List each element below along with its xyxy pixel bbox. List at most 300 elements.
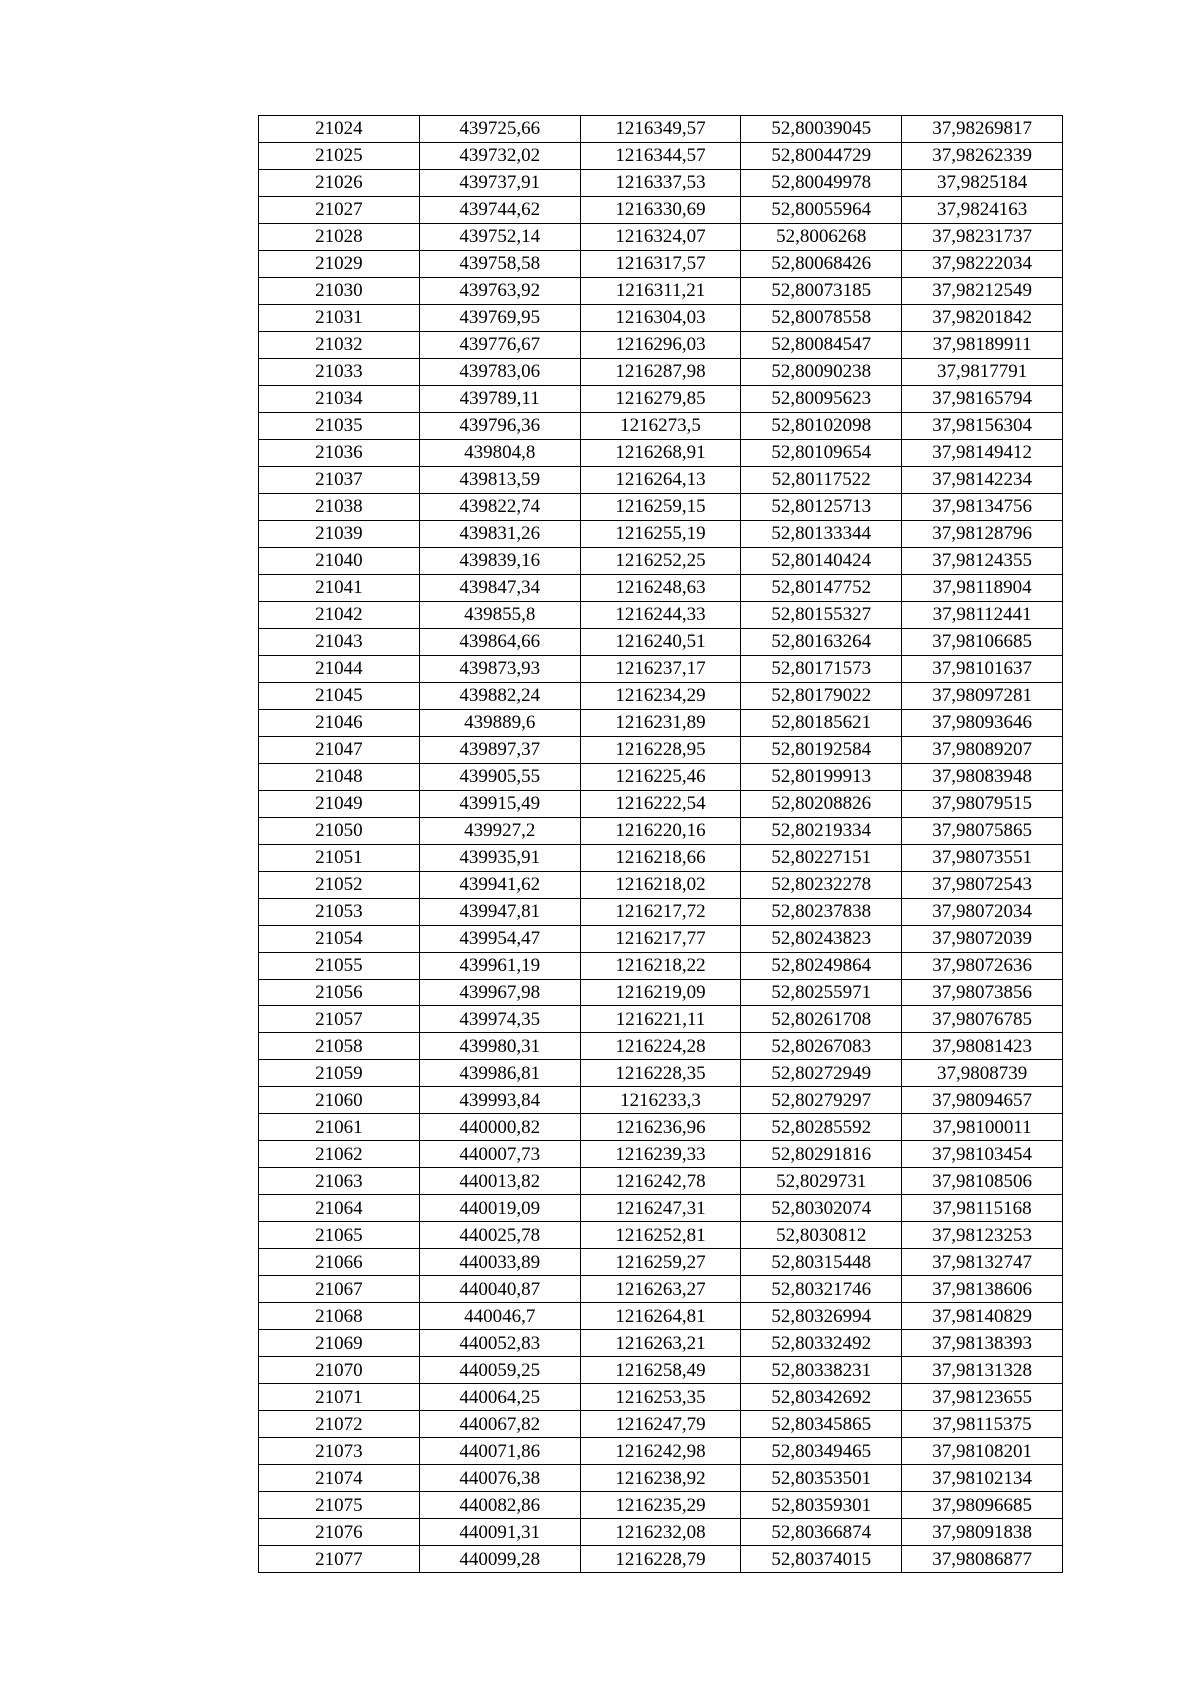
latitude-cell: 52,80279297 <box>741 1087 902 1114</box>
point-number-cell: 21033 <box>259 358 420 385</box>
longitude-cell: 37,98073551 <box>902 844 1063 871</box>
longitude-cell: 37,98118904 <box>902 574 1063 601</box>
y-coordinate-cell: 1216247,31 <box>580 1195 741 1222</box>
latitude-cell: 52,80359301 <box>741 1492 902 1519</box>
latitude-cell: 52,80332492 <box>741 1330 902 1357</box>
table-row <box>259 817 1063 844</box>
table-row <box>259 1060 1063 1087</box>
table-row <box>259 1519 1063 1546</box>
y-coordinate-cell: 1216225,46 <box>580 763 741 790</box>
table-row <box>259 331 1063 358</box>
longitude-cell: 37,98108201 <box>902 1438 1063 1465</box>
x-coordinate-cell: 440076,38 <box>419 1465 580 1492</box>
table-row <box>259 979 1063 1006</box>
point-number-cell: 21026 <box>259 169 420 196</box>
longitude-cell: 37,98156304 <box>902 412 1063 439</box>
latitude-cell: 52,80133344 <box>741 520 902 547</box>
x-coordinate-cell: 439758,58 <box>419 250 580 277</box>
table-row <box>259 1438 1063 1465</box>
table-row <box>259 1195 1063 1222</box>
point-number-cell: 21059 <box>259 1060 420 1087</box>
table-row <box>259 682 1063 709</box>
table-row <box>259 1384 1063 1411</box>
table-row <box>259 1006 1063 1033</box>
y-coordinate-cell: 1216242,78 <box>580 1168 741 1195</box>
latitude-cell: 52,80232278 <box>741 871 902 898</box>
latitude-cell: 52,80267083 <box>741 1033 902 1060</box>
x-coordinate-cell: 439889,6 <box>419 709 580 736</box>
x-coordinate-cell: 439796,36 <box>419 412 580 439</box>
latitude-cell: 52,80272949 <box>741 1060 902 1087</box>
y-coordinate-cell: 1216232,08 <box>580 1519 741 1546</box>
y-coordinate-cell: 1216219,09 <box>580 979 741 1006</box>
latitude-cell: 52,8030812 <box>741 1222 902 1249</box>
latitude-cell: 52,80140424 <box>741 547 902 574</box>
longitude-cell: 37,98086877 <box>902 1546 1063 1573</box>
x-coordinate-cell: 440000,82 <box>419 1114 580 1141</box>
table-row <box>259 655 1063 682</box>
x-coordinate-cell: 440052,83 <box>419 1330 580 1357</box>
table-row <box>259 250 1063 277</box>
point-number-cell: 21032 <box>259 331 420 358</box>
table-row <box>259 385 1063 412</box>
latitude-cell: 52,80055964 <box>741 196 902 223</box>
y-coordinate-cell: 1216236,96 <box>580 1114 741 1141</box>
x-coordinate-cell: 439839,16 <box>419 547 580 574</box>
point-number-cell: 21028 <box>259 223 420 250</box>
y-coordinate-cell: 1216317,57 <box>580 250 741 277</box>
point-number-cell: 21077 <box>259 1546 420 1573</box>
y-coordinate-cell: 1216231,89 <box>580 709 741 736</box>
longitude-cell: 37,98231737 <box>902 223 1063 250</box>
longitude-cell: 37,98124355 <box>902 547 1063 574</box>
x-coordinate-cell: 439873,93 <box>419 655 580 682</box>
latitude-cell: 52,80237838 <box>741 898 902 925</box>
x-coordinate-cell: 439776,67 <box>419 331 580 358</box>
y-coordinate-cell: 1216218,66 <box>580 844 741 871</box>
point-number-cell: 21036 <box>259 439 420 466</box>
longitude-cell: 37,98091838 <box>902 1519 1063 1546</box>
x-coordinate-cell: 439974,35 <box>419 1006 580 1033</box>
x-coordinate-cell: 439967,98 <box>419 979 580 1006</box>
y-coordinate-cell: 1216311,21 <box>580 277 741 304</box>
latitude-cell: 52,80219334 <box>741 817 902 844</box>
x-coordinate-cell: 439935,91 <box>419 844 580 871</box>
x-coordinate-cell: 440067,82 <box>419 1411 580 1438</box>
point-number-cell: 21043 <box>259 628 420 655</box>
latitude-cell: 52,80073185 <box>741 277 902 304</box>
y-coordinate-cell: 1216268,91 <box>580 439 741 466</box>
point-number-cell: 21051 <box>259 844 420 871</box>
table-row <box>259 1465 1063 1492</box>
table-row <box>259 304 1063 331</box>
x-coordinate-cell: 440046,7 <box>419 1303 580 1330</box>
x-coordinate-cell: 439897,37 <box>419 736 580 763</box>
point-number-cell: 21047 <box>259 736 420 763</box>
x-coordinate-cell: 439927,2 <box>419 817 580 844</box>
longitude-cell: 37,98094657 <box>902 1087 1063 1114</box>
table-row <box>259 412 1063 439</box>
x-coordinate-cell: 440007,73 <box>419 1141 580 1168</box>
longitude-cell: 37,9808739 <box>902 1060 1063 1087</box>
table-row <box>259 277 1063 304</box>
longitude-cell: 37,98212549 <box>902 277 1063 304</box>
latitude-cell: 52,80068426 <box>741 250 902 277</box>
point-number-cell: 21071 <box>259 1384 420 1411</box>
point-number-cell: 21055 <box>259 952 420 979</box>
point-number-cell: 21038 <box>259 493 420 520</box>
latitude-cell: 52,80349465 <box>741 1438 902 1465</box>
x-coordinate-cell: 439847,34 <box>419 574 580 601</box>
y-coordinate-cell: 1216279,85 <box>580 385 741 412</box>
x-coordinate-cell: 439993,84 <box>419 1087 580 1114</box>
latitude-cell: 52,80285592 <box>741 1114 902 1141</box>
longitude-cell: 37,98201842 <box>902 304 1063 331</box>
longitude-cell: 37,98076785 <box>902 1006 1063 1033</box>
table-row <box>259 628 1063 655</box>
y-coordinate-cell: 1216240,51 <box>580 628 741 655</box>
latitude-cell: 52,80090238 <box>741 358 902 385</box>
y-coordinate-cell: 1216259,15 <box>580 493 741 520</box>
point-number-cell: 21027 <box>259 196 420 223</box>
table-row <box>259 1276 1063 1303</box>
point-number-cell: 21067 <box>259 1276 420 1303</box>
point-number-cell: 21066 <box>259 1249 420 1276</box>
table-row <box>259 116 1063 143</box>
longitude-cell: 37,98112441 <box>902 601 1063 628</box>
longitude-cell: 37,98089207 <box>902 736 1063 763</box>
point-number-cell: 21074 <box>259 1465 420 1492</box>
point-number-cell: 21064 <box>259 1195 420 1222</box>
table-row <box>259 736 1063 763</box>
longitude-cell: 37,98075865 <box>902 817 1063 844</box>
point-number-cell: 21070 <box>259 1357 420 1384</box>
longitude-cell: 37,98101637 <box>902 655 1063 682</box>
point-number-cell: 21048 <box>259 763 420 790</box>
latitude-cell: 52,80147752 <box>741 574 902 601</box>
x-coordinate-cell: 439905,55 <box>419 763 580 790</box>
y-coordinate-cell: 1216304,03 <box>580 304 741 331</box>
latitude-cell: 52,80353501 <box>741 1465 902 1492</box>
table-row <box>259 574 1063 601</box>
x-coordinate-cell: 439737,91 <box>419 169 580 196</box>
table-row <box>259 1087 1063 1114</box>
longitude-cell: 37,98081423 <box>902 1033 1063 1060</box>
y-coordinate-cell: 1216259,27 <box>580 1249 741 1276</box>
table-row <box>259 1357 1063 1384</box>
table-row <box>259 790 1063 817</box>
point-number-cell: 21031 <box>259 304 420 331</box>
x-coordinate-cell: 439864,66 <box>419 628 580 655</box>
latitude-cell: 52,80049978 <box>741 169 902 196</box>
x-coordinate-cell: 440025,78 <box>419 1222 580 1249</box>
latitude-cell: 52,80117522 <box>741 466 902 493</box>
y-coordinate-cell: 1216263,27 <box>580 1276 741 1303</box>
point-number-cell: 21060 <box>259 1087 420 1114</box>
x-coordinate-cell: 439822,74 <box>419 493 580 520</box>
longitude-cell: 37,98123655 <box>902 1384 1063 1411</box>
y-coordinate-cell: 1216247,79 <box>580 1411 741 1438</box>
point-number-cell: 21054 <box>259 925 420 952</box>
y-coordinate-cell: 1216253,35 <box>580 1384 741 1411</box>
latitude-cell: 52,80338231 <box>741 1357 902 1384</box>
longitude-cell: 37,98079515 <box>902 790 1063 817</box>
y-coordinate-cell: 1216217,72 <box>580 898 741 925</box>
latitude-cell: 52,80044729 <box>741 142 902 169</box>
table-row <box>259 844 1063 871</box>
point-number-cell: 21042 <box>259 601 420 628</box>
point-number-cell: 21072 <box>259 1411 420 1438</box>
longitude-cell: 37,98072039 <box>902 925 1063 952</box>
x-coordinate-cell: 439986,81 <box>419 1060 580 1087</box>
latitude-cell: 52,80326994 <box>741 1303 902 1330</box>
y-coordinate-cell: 1216242,98 <box>580 1438 741 1465</box>
longitude-cell: 37,98132747 <box>902 1249 1063 1276</box>
table-row <box>259 547 1063 574</box>
table-row <box>259 1492 1063 1519</box>
longitude-cell: 37,98189911 <box>902 331 1063 358</box>
latitude-cell: 52,80084547 <box>741 331 902 358</box>
y-coordinate-cell: 1216217,77 <box>580 925 741 952</box>
point-number-cell: 21061 <box>259 1114 420 1141</box>
latitude-cell: 52,80291816 <box>741 1141 902 1168</box>
x-coordinate-cell: 440099,28 <box>419 1546 580 1573</box>
table-row <box>259 439 1063 466</box>
point-number-cell: 21034 <box>259 385 420 412</box>
longitude-cell: 37,98072034 <box>902 898 1063 925</box>
latitude-cell: 52,80171573 <box>741 655 902 682</box>
x-coordinate-cell: 439783,06 <box>419 358 580 385</box>
table-row <box>259 1033 1063 1060</box>
y-coordinate-cell: 1216252,25 <box>580 547 741 574</box>
x-coordinate-cell: 440019,09 <box>419 1195 580 1222</box>
table-row <box>259 1168 1063 1195</box>
point-number-cell: 21058 <box>259 1033 420 1060</box>
y-coordinate-cell: 1216264,81 <box>580 1303 741 1330</box>
table-row <box>259 1114 1063 1141</box>
longitude-cell: 37,98103454 <box>902 1141 1063 1168</box>
latitude-cell: 52,80227151 <box>741 844 902 871</box>
table-row <box>259 898 1063 925</box>
x-coordinate-cell: 439769,95 <box>419 304 580 331</box>
point-number-cell: 21075 <box>259 1492 420 1519</box>
longitude-cell: 37,98096685 <box>902 1492 1063 1519</box>
table-row <box>259 925 1063 952</box>
longitude-cell: 37,98138606 <box>902 1276 1063 1303</box>
longitude-cell: 37,98072543 <box>902 871 1063 898</box>
point-number-cell: 21068 <box>259 1303 420 1330</box>
longitude-cell: 37,98097281 <box>902 682 1063 709</box>
latitude-cell: 52,80185621 <box>741 709 902 736</box>
point-number-cell: 21024 <box>259 116 420 143</box>
x-coordinate-cell: 439915,49 <box>419 790 580 817</box>
table-row <box>259 709 1063 736</box>
y-coordinate-cell: 1216233,3 <box>580 1087 741 1114</box>
x-coordinate-cell: 439744,62 <box>419 196 580 223</box>
point-number-cell: 21046 <box>259 709 420 736</box>
table-row <box>259 601 1063 628</box>
y-coordinate-cell: 1216220,16 <box>580 817 741 844</box>
latitude-cell: 52,80179022 <box>741 682 902 709</box>
point-number-cell: 21029 <box>259 250 420 277</box>
latitude-cell: 52,80374015 <box>741 1546 902 1573</box>
longitude-cell: 37,98222034 <box>902 250 1063 277</box>
longitude-cell: 37,98115375 <box>902 1411 1063 1438</box>
longitude-cell: 37,98262339 <box>902 142 1063 169</box>
x-coordinate-cell: 439763,92 <box>419 277 580 304</box>
y-coordinate-cell: 1216234,29 <box>580 682 741 709</box>
longitude-cell: 37,9817791 <box>902 358 1063 385</box>
longitude-cell: 37,98269817 <box>902 116 1063 143</box>
y-coordinate-cell: 1216221,11 <box>580 1006 741 1033</box>
table-row <box>259 763 1063 790</box>
point-number-cell: 21049 <box>259 790 420 817</box>
point-number-cell: 21057 <box>259 1006 420 1033</box>
latitude-cell: 52,8006268 <box>741 223 902 250</box>
x-coordinate-cell: 439855,8 <box>419 601 580 628</box>
table-row <box>259 1249 1063 1276</box>
point-number-cell: 21035 <box>259 412 420 439</box>
longitude-cell: 37,98102134 <box>902 1465 1063 1492</box>
longitude-cell: 37,98072636 <box>902 952 1063 979</box>
x-coordinate-cell: 439789,11 <box>419 385 580 412</box>
longitude-cell: 37,98083948 <box>902 763 1063 790</box>
x-coordinate-cell: 439980,31 <box>419 1033 580 1060</box>
x-coordinate-cell: 440082,86 <box>419 1492 580 1519</box>
y-coordinate-cell: 1216344,57 <box>580 142 741 169</box>
point-number-cell: 21053 <box>259 898 420 925</box>
point-number-cell: 21045 <box>259 682 420 709</box>
latitude-cell: 52,80125713 <box>741 493 902 520</box>
latitude-cell: 52,80208826 <box>741 790 902 817</box>
longitude-cell: 37,9825184 <box>902 169 1063 196</box>
longitude-cell: 37,98142234 <box>902 466 1063 493</box>
latitude-cell: 52,80302074 <box>741 1195 902 1222</box>
x-coordinate-cell: 440033,89 <box>419 1249 580 1276</box>
table-row <box>259 1222 1063 1249</box>
table-row <box>259 466 1063 493</box>
longitude-cell: 37,98165794 <box>902 385 1063 412</box>
y-coordinate-cell: 1216239,33 <box>580 1141 741 1168</box>
point-number-cell: 21063 <box>259 1168 420 1195</box>
y-coordinate-cell: 1216287,98 <box>580 358 741 385</box>
table-row <box>259 1303 1063 1330</box>
y-coordinate-cell: 1216218,22 <box>580 952 741 979</box>
latitude-cell: 52,80261708 <box>741 1006 902 1033</box>
y-coordinate-cell: 1216263,21 <box>580 1330 741 1357</box>
coordinates-table <box>258 115 1063 1573</box>
x-coordinate-cell: 439954,47 <box>419 925 580 952</box>
longitude-cell: 37,98123253 <box>902 1222 1063 1249</box>
y-coordinate-cell: 1216252,81 <box>580 1222 741 1249</box>
point-number-cell: 21073 <box>259 1438 420 1465</box>
y-coordinate-cell: 1216224,28 <box>580 1033 741 1060</box>
y-coordinate-cell: 1216330,69 <box>580 196 741 223</box>
point-number-cell: 21065 <box>259 1222 420 1249</box>
latitude-cell: 52,80039045 <box>741 116 902 143</box>
longitude-cell: 37,98073856 <box>902 979 1063 1006</box>
latitude-cell: 52,80078558 <box>741 304 902 331</box>
y-coordinate-cell: 1216244,33 <box>580 601 741 628</box>
y-coordinate-cell: 1216324,07 <box>580 223 741 250</box>
x-coordinate-cell: 440013,82 <box>419 1168 580 1195</box>
latitude-cell: 52,80249864 <box>741 952 902 979</box>
x-coordinate-cell: 439752,14 <box>419 223 580 250</box>
x-coordinate-cell: 439947,81 <box>419 898 580 925</box>
table-row <box>259 520 1063 547</box>
y-coordinate-cell: 1216337,53 <box>580 169 741 196</box>
y-coordinate-cell: 1216238,92 <box>580 1465 741 1492</box>
table-body <box>259 116 1063 1573</box>
x-coordinate-cell: 440091,31 <box>419 1519 580 1546</box>
point-number-cell: 21039 <box>259 520 420 547</box>
table-row <box>259 493 1063 520</box>
y-coordinate-cell: 1216228,35 <box>580 1060 741 1087</box>
point-number-cell: 21069 <box>259 1330 420 1357</box>
table-row <box>259 1411 1063 1438</box>
longitude-cell: 37,98100011 <box>902 1114 1063 1141</box>
longitude-cell: 37,98108506 <box>902 1168 1063 1195</box>
y-coordinate-cell: 1216222,54 <box>580 790 741 817</box>
y-coordinate-cell: 1216273,5 <box>580 412 741 439</box>
x-coordinate-cell: 439813,59 <box>419 466 580 493</box>
point-number-cell: 21030 <box>259 277 420 304</box>
point-number-cell: 21044 <box>259 655 420 682</box>
table-row <box>259 169 1063 196</box>
x-coordinate-cell: 439882,24 <box>419 682 580 709</box>
x-coordinate-cell: 440071,86 <box>419 1438 580 1465</box>
x-coordinate-cell: 439725,66 <box>419 116 580 143</box>
latitude-cell: 52,80243823 <box>741 925 902 952</box>
x-coordinate-cell: 439961,19 <box>419 952 580 979</box>
y-coordinate-cell: 1216248,63 <box>580 574 741 601</box>
y-coordinate-cell: 1216237,17 <box>580 655 741 682</box>
point-number-cell: 21076 <box>259 1519 420 1546</box>
longitude-cell: 37,98131328 <box>902 1357 1063 1384</box>
point-number-cell: 21062 <box>259 1141 420 1168</box>
x-coordinate-cell: 440040,87 <box>419 1276 580 1303</box>
table-row <box>259 223 1063 250</box>
latitude-cell: 52,80342692 <box>741 1384 902 1411</box>
latitude-cell: 52,80315448 <box>741 1249 902 1276</box>
x-coordinate-cell: 440064,25 <box>419 1384 580 1411</box>
longitude-cell: 37,98134756 <box>902 493 1063 520</box>
x-coordinate-cell: 440059,25 <box>419 1357 580 1384</box>
x-coordinate-cell: 439804,8 <box>419 439 580 466</box>
latitude-cell: 52,8029731 <box>741 1168 902 1195</box>
point-number-cell: 21037 <box>259 466 420 493</box>
point-number-cell: 21050 <box>259 817 420 844</box>
longitude-cell: 37,98093646 <box>902 709 1063 736</box>
table-row <box>259 196 1063 223</box>
latitude-cell: 52,80155327 <box>741 601 902 628</box>
latitude-cell: 52,80199913 <box>741 763 902 790</box>
latitude-cell: 52,80321746 <box>741 1276 902 1303</box>
y-coordinate-cell: 1216296,03 <box>580 331 741 358</box>
y-coordinate-cell: 1216228,95 <box>580 736 741 763</box>
x-coordinate-cell: 439831,26 <box>419 520 580 547</box>
longitude-cell: 37,98115168 <box>902 1195 1063 1222</box>
latitude-cell: 52,80345865 <box>741 1411 902 1438</box>
latitude-cell: 52,80109654 <box>741 439 902 466</box>
y-coordinate-cell: 1216264,13 <box>580 466 741 493</box>
point-number-cell: 21052 <box>259 871 420 898</box>
latitude-cell: 52,80163264 <box>741 628 902 655</box>
table-row <box>259 952 1063 979</box>
y-coordinate-cell: 1216235,29 <box>580 1492 741 1519</box>
longitude-cell: 37,98106685 <box>902 628 1063 655</box>
point-number-cell: 21041 <box>259 574 420 601</box>
